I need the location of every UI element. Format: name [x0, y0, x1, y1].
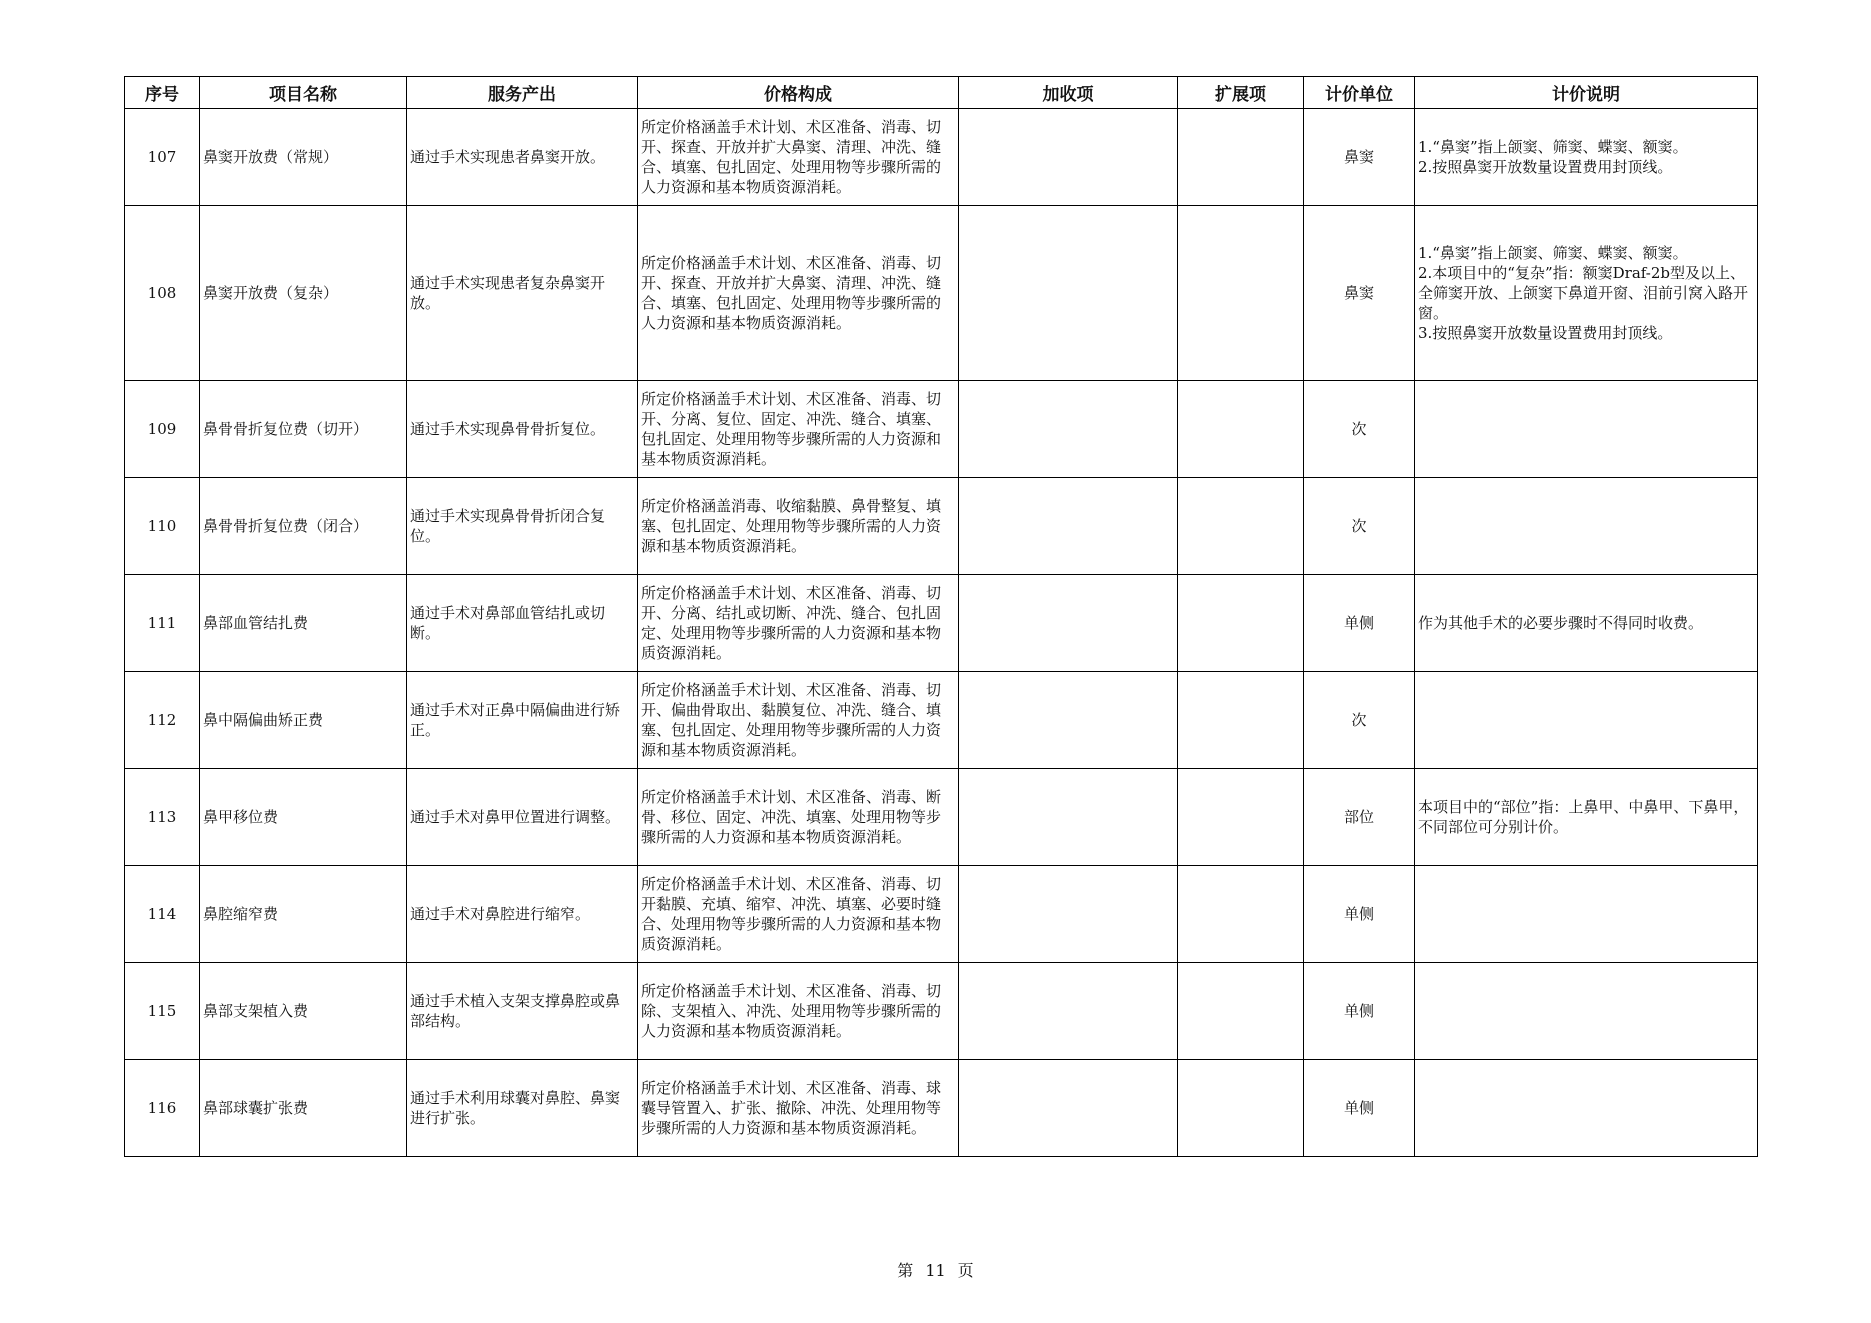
cell-unit: 次: [1304, 381, 1415, 478]
cell-extension: [1178, 1060, 1304, 1157]
cell-note: [1415, 963, 1758, 1060]
cell-name: 鼻甲移位费: [200, 769, 407, 866]
cell-note: [1415, 1060, 1758, 1157]
cell-surcharge: [959, 769, 1178, 866]
table-row: [125, 381, 1758, 478]
cell-surcharge: [959, 963, 1178, 1060]
cell-unit: 次: [1304, 672, 1415, 769]
header-row: [125, 77, 1758, 109]
page-suffix: 页: [957, 1261, 974, 1280]
cell-seq: 108: [125, 206, 200, 381]
cell-seq: 109: [125, 381, 200, 478]
page-value: 11: [925, 1261, 946, 1280]
cell-composition: 所定价格涵盖手术计划、术区准备、消毒、球囊导管置入、扩张、撤除、冲洗、处理用物等步骤所需的人力资源和基本物质资源消耗。: [638, 1060, 959, 1157]
cell-name: 鼻窦开放费（常规）: [200, 109, 407, 206]
header-note: 计价说明: [1415, 77, 1758, 109]
cell-name: 鼻部血管结扎费: [200, 575, 407, 672]
table-row: [125, 672, 1758, 769]
cell-extension: [1178, 109, 1304, 206]
cell-output: 通过手术实现鼻骨骨折复位。: [407, 381, 638, 478]
cell-output: 通过手术对正鼻中隔偏曲进行矫正。: [407, 672, 638, 769]
cell-extension: [1178, 478, 1304, 575]
cell-seq: 116: [125, 1060, 200, 1157]
cell-note: [1415, 575, 1758, 672]
cell-seq: 115: [125, 963, 200, 1060]
cell-name: 鼻窦开放费（复杂）: [200, 206, 407, 381]
cell-seq: 113: [125, 769, 200, 866]
note-line: 1.“鼻窦”指上颌窦、筛窦、蝶窦、额窦。: [1418, 244, 1688, 262]
note-line: 作为其他手术的必要步骤时不得同时收费。: [1418, 614, 1704, 632]
cell-seq: 114: [125, 866, 200, 963]
note-line: 2.本项目中的“复杂”指：额窦Draf-2b型及以上、全筛窦开放、上颌窦下鼻道开窗、泪前引窝入路开窗。: [1418, 264, 1749, 322]
cell-unit: 鼻窦: [1304, 206, 1415, 381]
cell-unit: 次: [1304, 478, 1415, 575]
cell-composition: 所定价格涵盖消毒、收缩黏膜、鼻骨整复、填塞、包扎固定、处理用物等步骤所需的人力资源和基本物质资源消耗。: [638, 478, 959, 575]
table-row: [125, 109, 1758, 206]
cell-composition: 所定价格涵盖手术计划、术区准备、消毒、切开、探查、开放并扩大鼻窦、清理、冲洗、缝合、填塞、包扎固定、处理用物等步骤所需的人力资源和基本物质资源消耗。: [638, 109, 959, 206]
cell-note: [1415, 672, 1758, 769]
cell-unit: 单侧: [1304, 963, 1415, 1060]
cell-extension: [1178, 963, 1304, 1060]
cell-output: 通过手术实现鼻骨骨折闭合复位。: [407, 478, 638, 575]
cell-output: 通过手术植入支架支撑鼻腔或鼻部结构。: [407, 963, 638, 1060]
cell-note: [1415, 866, 1758, 963]
cell-unit: 单侧: [1304, 575, 1415, 672]
page-number: [0, 1258, 1871, 1281]
table-body: [125, 109, 1758, 1157]
cell-composition: 所定价格涵盖手术计划、术区准备、消毒、切开、偏曲骨取出、黏膜复位、冲洗、缝合、填塞、包扎固定、处理用物等步骤所需的人力资源和基本物质资源消耗。: [638, 672, 959, 769]
cell-extension: [1178, 381, 1304, 478]
cell-note: [1415, 206, 1758, 381]
cell-note: [1415, 478, 1758, 575]
header-composition: 价格构成: [638, 77, 959, 109]
cell-surcharge: [959, 109, 1178, 206]
cell-extension: [1178, 769, 1304, 866]
cell-composition: 所定价格涵盖手术计划、术区准备、消毒、切开黏膜、充填、缩窄、冲洗、填塞、必要时缝合、处理用物等步骤所需的人力资源和基本物质资源消耗。: [638, 866, 959, 963]
cell-name: 鼻部球囊扩张费: [200, 1060, 407, 1157]
cell-unit: 单侧: [1304, 866, 1415, 963]
cell-surcharge: [959, 1060, 1178, 1157]
cell-surcharge: [959, 672, 1178, 769]
cell-seq: 112: [125, 672, 200, 769]
cell-composition: 所定价格涵盖手术计划、术区准备、消毒、切开、探查、开放并扩大鼻窦、清理、冲洗、缝合、填塞、包扎固定、处理用物等步骤所需的人力资源和基本物质资源消耗。: [638, 206, 959, 381]
cell-surcharge: [959, 478, 1178, 575]
note-line: 1.“鼻窦”指上颌窦、筛窦、蝶窦、额窦。: [1418, 138, 1688, 156]
cell-extension: [1178, 866, 1304, 963]
cell-extension: [1178, 672, 1304, 769]
cell-note: [1415, 109, 1758, 206]
cell-name: 鼻骨骨折复位费（闭合）: [200, 478, 407, 575]
cell-unit: 单侧: [1304, 1060, 1415, 1157]
cell-name: 鼻腔缩窄费: [200, 866, 407, 963]
cell-unit: 鼻窦: [1304, 109, 1415, 206]
cell-name: 鼻骨骨折复位费（切开）: [200, 381, 407, 478]
note-line: 本项目中的“部位”指：上鼻甲、中鼻甲、下鼻甲，不同部位可分别计价。: [1418, 798, 1749, 836]
table-row: [125, 575, 1758, 672]
note-line: 2.按照鼻窦开放数量设置费用封顶线。: [1418, 158, 1673, 176]
cell-composition: 所定价格涵盖手术计划、术区准备、消毒、断骨、移位、固定、冲洗、填塞、处理用物等步骤所需的人力资源和基本物质资源消耗。: [638, 769, 959, 866]
cell-extension: [1178, 575, 1304, 672]
cell-seq: 107: [125, 109, 200, 206]
cell-name: 鼻部支架植入费: [200, 963, 407, 1060]
table-row: [125, 866, 1758, 963]
table-row: [125, 1060, 1758, 1157]
header-name: 项目名称: [200, 77, 407, 109]
cell-composition: 所定价格涵盖手术计划、术区准备、消毒、切开、分离、结扎或切断、冲洗、缝合、包扎固定、处理用物等步骤所需的人力资源和基本物质资源消耗。: [638, 575, 959, 672]
cell-output: 通过手术对鼻腔进行缩窄。: [407, 866, 638, 963]
header-extension: 扩展项: [1178, 77, 1304, 109]
cell-note: [1415, 769, 1758, 866]
price-table: [124, 76, 1758, 1157]
cell-name: 鼻中隔偏曲矫正费: [200, 672, 407, 769]
header-surcharge: 加收项: [959, 77, 1178, 109]
cell-output: 通过手术实现患者鼻窦开放。: [407, 109, 638, 206]
header-seq: 序号: [125, 77, 200, 109]
cell-surcharge: [959, 575, 1178, 672]
table-row: [125, 769, 1758, 866]
cell-seq: 111: [125, 575, 200, 672]
cell-extension: [1178, 206, 1304, 381]
cell-note: [1415, 381, 1758, 478]
cell-output: 通过手术对鼻部血管结扎或切断。: [407, 575, 638, 672]
cell-surcharge: [959, 206, 1178, 381]
cell-surcharge: [959, 866, 1178, 963]
cell-unit: 部位: [1304, 769, 1415, 866]
page-prefix: 第: [897, 1261, 914, 1280]
cell-composition: 所定价格涵盖手术计划、术区准备、消毒、切开、分离、复位、固定、冲洗、缝合、填塞、包扎固定、处理用物等步骤所需的人力资源和基本物质资源消耗。: [638, 381, 959, 478]
cell-seq: 110: [125, 478, 200, 575]
header-unit: 计价单位: [1304, 77, 1415, 109]
cell-output: 通过手术对鼻甲位置进行调整。: [407, 769, 638, 866]
table-row: [125, 963, 1758, 1060]
header-output: 服务产出: [407, 77, 638, 109]
cell-output: 通过手术实现患者复杂鼻窦开放。: [407, 206, 638, 381]
note-line: 3.按照鼻窦开放数量设置费用封顶线。: [1418, 324, 1673, 342]
cell-surcharge: [959, 381, 1178, 478]
table-row: [125, 478, 1758, 575]
cell-output: 通过手术利用球囊对鼻腔、鼻窦进行扩张。: [407, 1060, 638, 1157]
cell-composition: 所定价格涵盖手术计划、术区准备、消毒、切除、支架植入、冲洗、处理用物等步骤所需的人力资源和基本物质资源消耗。: [638, 963, 959, 1060]
table-row: [125, 206, 1758, 381]
